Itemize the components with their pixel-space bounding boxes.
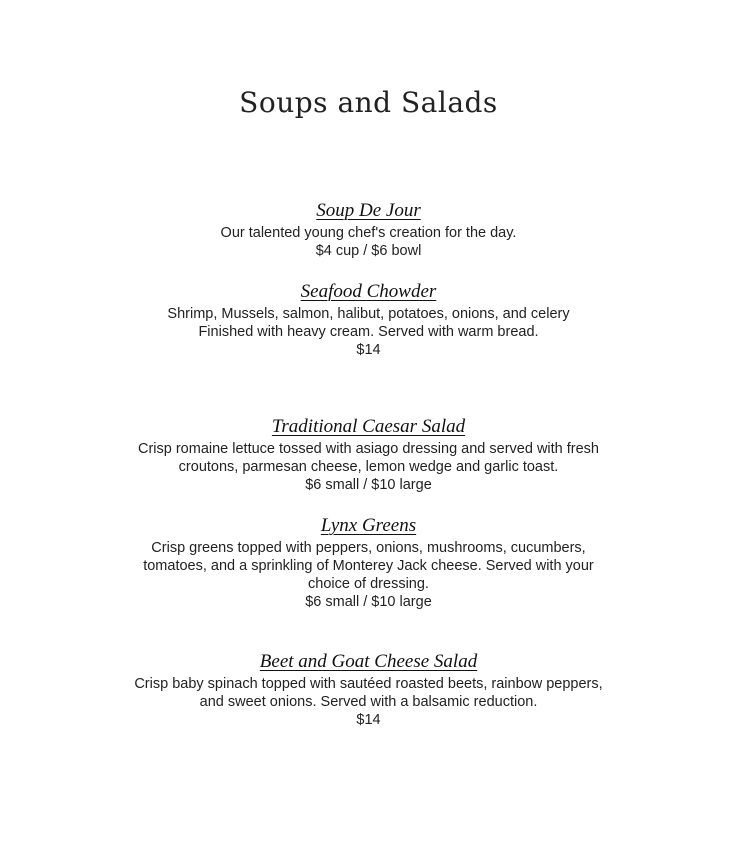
menu-item-seafood-chowder — [0, 280, 737, 359]
item-name: Traditional Caesar Salad — [271, 416, 466, 437]
item-description: and sweet onions. Served with a balsamic reduction. — [199, 694, 538, 710]
menu-item-beet-and-goat-cheese-salad — [0, 650, 737, 729]
menu-item-soup-de-jour — [0, 199, 737, 260]
item-description: Finished with heavy cream. Served with warm bread. — [198, 324, 539, 340]
item-description: Crisp greens topped with peppers, onions, mushrooms, cucumbers, — [151, 540, 586, 556]
item-price: $14 — [356, 342, 381, 358]
item-price: $4 cup / $6 bowl — [315, 243, 422, 259]
item-description: Our talented young chef's creation for the day. — [220, 225, 517, 241]
item-price: $14 — [356, 712, 381, 728]
item-name: Soup De Jour — [316, 200, 421, 221]
item-description: Shrimp, Mussels, salmon, halibut, potatoes, onions, and celery — [167, 306, 570, 322]
item-name: Lynx Greens — [320, 515, 417, 536]
item-price: $6 small / $10 large — [305, 594, 432, 610]
menu-item-traditional-caesar-salad — [0, 415, 737, 494]
item-description: choice of dressing. — [308, 576, 429, 592]
item-name: Beet and Goat Cheese Salad — [259, 651, 478, 672]
item-description: Crisp baby spinach topped with sautéed roasted beets, rainbow peppers, — [134, 676, 603, 692]
page-title: Soups and Salads — [239, 86, 498, 119]
menu-item-lynx-greens — [0, 514, 737, 611]
item-price: $6 small / $10 large — [305, 477, 432, 493]
item-description: croutons, parmesan cheese, lemon wedge and garlic toast. — [178, 459, 559, 475]
item-description: Crisp romaine lettuce tossed with asiago dressing and served with fresh — [137, 441, 599, 457]
item-description: tomatoes, and a sprinkling of Monterey Jack cheese. Served with your — [143, 558, 594, 574]
item-name: Seafood Chowder — [300, 281, 437, 302]
